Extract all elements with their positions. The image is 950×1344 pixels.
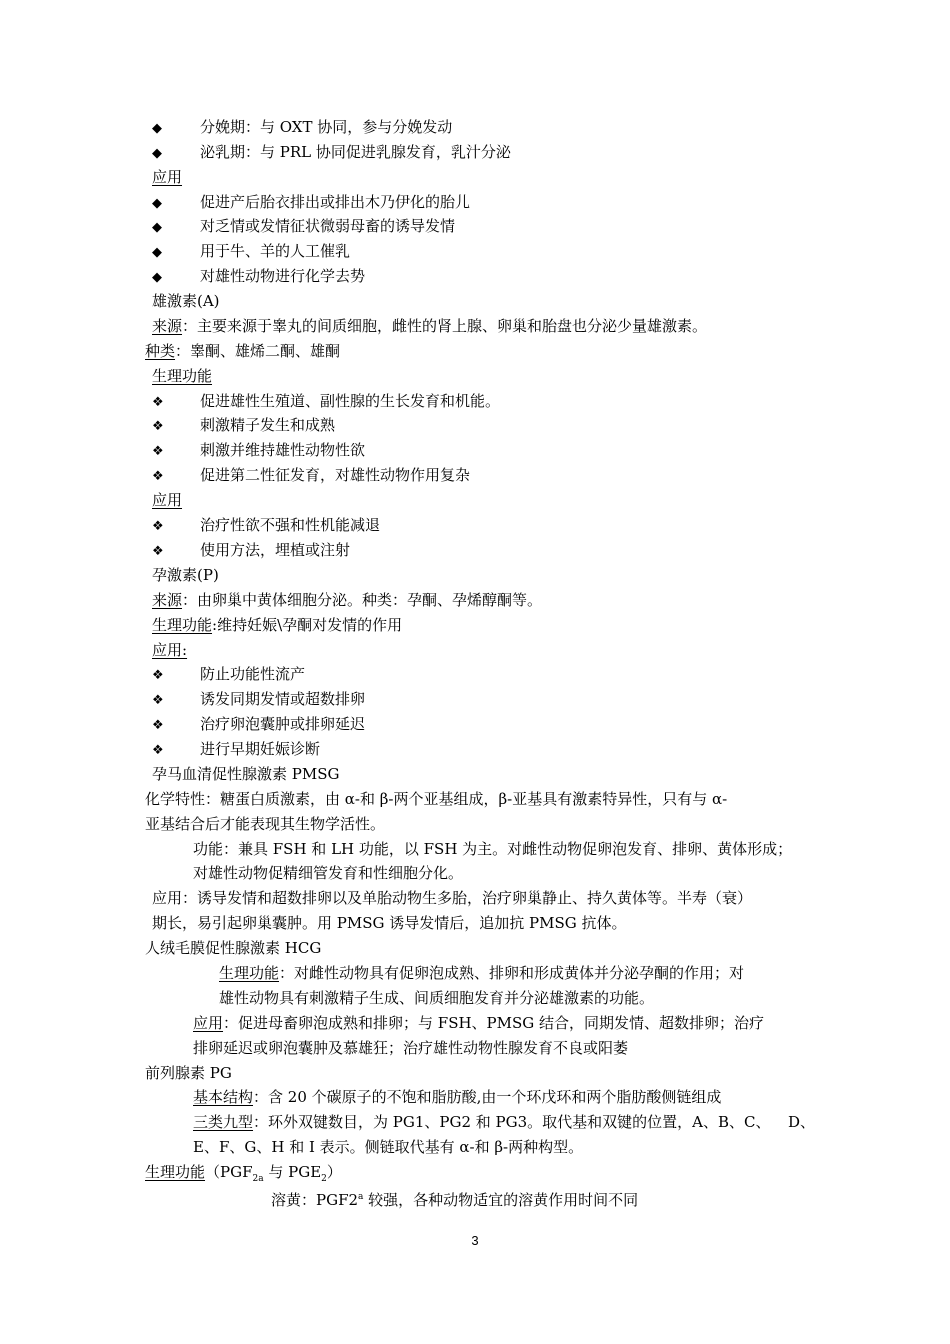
bullet-line: ◆ 促进产后胎衣排出或排出木乃伊化的胎儿 (152, 191, 470, 215)
text-line: 应用：促进母畜卵泡成熟和排卵；与 FSH、PMSG 结合，同期发情、超数排卵；治疗 (193, 1014, 765, 1032)
bullet-line: ◆ 用于牛、羊的人工催乳 (152, 240, 350, 264)
text-line: 功能：兼具 FSH 和 LH 功能，以 FSH 为主。对雌性动物促卵泡发育、排卵、黄体形成； (193, 840, 793, 858)
section-title: 人绒毛膜促性腺激素 HCG (145, 939, 322, 957)
diamond-bullet-icon: ◆ (152, 270, 162, 285)
four-diamond-bullet-icon: ❖ (152, 718, 164, 733)
section-heading: 应用: (152, 641, 188, 659)
text-line: 期长，易引起卵巢囊肿。用 PMSG 诱导发情后，追加抗 PMSG 抗体。 (152, 914, 627, 932)
section-heading: 应用 (152, 168, 183, 186)
diamond-bullet-icon: ◆ (152, 245, 162, 260)
bullet-line: ❖ 防止功能性流产 (152, 663, 305, 687)
text-line: 亚基结合后才能表现其生物学活性。 (145, 815, 386, 833)
text-line: 种类：睾酮、雄烯二酮、雄酮 (145, 342, 341, 360)
text-line: D、 (788, 1113, 816, 1131)
text-line: 生理功能：对雌性动物具有促卵泡成熟、排卵和形成黄体并分泌孕酮的作用；对 (219, 964, 745, 982)
bullet-line: ❖ 刺激并维持雄性动物性欲 (152, 439, 365, 463)
text-line: 基本结构：含 20 个碳原子的不饱和脂肪酸,由一个环戊环和两个脂肪酸侧链组成 (193, 1088, 722, 1106)
section-title: 前列腺素 PG (145, 1064, 232, 1082)
bullet-line: ❖ 刺激精子发生和成熟 (152, 414, 335, 438)
section-title: 孕马血清促性腺激素 PMSG (152, 765, 340, 783)
bullet-line: ◆ 泌乳期：与 PRL 协同促进乳腺发育，乳汁分泌 (152, 141, 511, 165)
section-heading: 应用 (152, 491, 183, 509)
text-line: 来源：由卵巢中黄体细胞分泌。种类：孕酮、孕烯醇酮等。 (152, 591, 543, 609)
section-heading: 生理功能 (152, 367, 213, 385)
text-line: 应用：诱导发情和超数排卵以及单胎动物生多胎，治疗卵巢静止、持久黄体等。半寿（衰） (152, 889, 753, 907)
four-diamond-bullet-icon: ❖ (152, 693, 164, 708)
diamond-bullet-icon: ◆ (152, 220, 162, 235)
four-diamond-bullet-icon: ❖ (152, 444, 164, 459)
four-diamond-bullet-icon: ❖ (152, 395, 164, 410)
four-diamond-bullet-icon: ❖ (152, 544, 164, 559)
diamond-bullet-icon: ◆ (152, 196, 162, 211)
bullet-line: ❖ 促进雄性生殖道、副性腺的生长发育和机能。 (152, 390, 500, 414)
four-diamond-bullet-icon: ❖ (152, 419, 164, 434)
text-line: 生理功能:维持妊娠\孕酮对发情的作用 (152, 616, 403, 634)
four-diamond-bullet-icon: ❖ (152, 668, 164, 683)
bullet-line: ❖ 诱发同期发情或超数排卵 (152, 688, 365, 712)
bullet-line: ❖ 使用方法，埋植或注射 (152, 539, 350, 563)
four-diamond-bullet-icon: ❖ (152, 743, 164, 758)
bullet-line: ◆ 对乏情或发情征状微弱母畜的诱导发情 (152, 215, 455, 239)
text-line: 三类九型：环外双键数目，为 PG1、PG2 和 PG3。取代基和双键的位置，A、B、C、 (193, 1113, 771, 1131)
bullet-line: ❖ 治疗卵泡囊肿或排卵延迟 (152, 713, 365, 737)
page-number: 3 (471, 1233, 479, 1248)
bullet-line: ◆ 对雄性动物进行化学去势 (152, 265, 365, 289)
text-line: 化学特性：糖蛋白质激素，由 α-和 β-两个亚基组成，β-亚基具有激素特异性，只有与 α- (145, 790, 728, 808)
section-title: 雄激素(A) (152, 292, 220, 310)
text-line: 来源：主要来源于睾丸的间质细胞，雌性的肾上腺、卵巢和胎盘也分泌少量雄激素。 (152, 317, 708, 335)
text-line: 生理功能（$PGF_{2a}$ 与 $PGE_2$） (145, 1163, 342, 1184)
text-line: 对雄性动物促精细管发育和性细胞分化。 (193, 864, 464, 882)
text-line: 雄性动物具有刺激精子生成、间质细胞发育并分泌雄激素的功能。 (219, 989, 655, 1007)
text-line: 溶黄：PGF2$^a$ 较强，各种动物适宜的溶黄作用时间不同 (271, 1191, 639, 1209)
four-diamond-bullet-icon: ❖ (152, 519, 164, 534)
bullet-line: ◆ 分娩期：与 OXT 协同，参与分娩发动 (152, 116, 452, 140)
text-line: 排卵延迟或卵泡囊肿及慕雄狂；治疗雄性动物性腺发育不良或阳萎 (193, 1039, 629, 1057)
section-title: 孕激素(P) (152, 566, 219, 584)
diamond-bullet-icon: ◆ (152, 121, 162, 136)
bullet-line: ❖ 促进第二性征发育，对雄性动物作用复杂 (152, 464, 470, 488)
bullet-line: ❖ 进行早期妊娠诊断 (152, 738, 320, 762)
four-diamond-bullet-icon: ❖ (152, 469, 164, 484)
bullet-line: ❖ 治疗性欲不强和性机能减退 (152, 514, 380, 538)
diamond-bullet-icon: ◆ (152, 146, 162, 161)
text-line: E、F、G、H 和 I 表示。侧链取代基有 α-和 β-两种构型。 (193, 1138, 584, 1156)
